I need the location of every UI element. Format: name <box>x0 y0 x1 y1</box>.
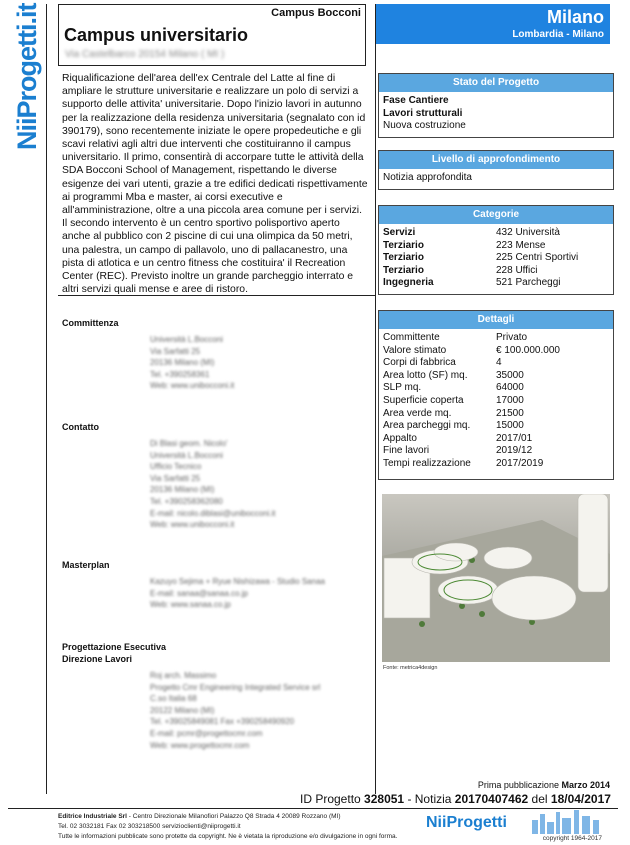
footer-logo-text: NiiProgetti <box>426 814 507 831</box>
categoria-key: Ingegneria <box>383 277 434 289</box>
contact-line: Progetto Cmr Engineering Integrated Service srl <box>150 682 321 692</box>
dettaglio-key: Fine lavori <box>383 445 430 457</box>
contact-line: 20136 Milano (MI) <box>150 358 215 368</box>
page-title: Campus universitario <box>64 25 249 45</box>
categoria-key: Terziario <box>383 264 424 276</box>
categoria-value: 225 Centri Sportivi <box>496 252 579 264</box>
pub-date: Marzo 2014 <box>561 780 610 790</box>
dettaglio-value: Privato <box>496 332 528 343</box>
notizia-label: - Notizia <box>407 792 455 806</box>
categoria-row <box>383 265 609 278</box>
footer-divider <box>8 808 618 809</box>
contact-line: Tel. +390258362080 <box>150 496 223 506</box>
categoria-value: 228 Uffici <box>496 264 538 276</box>
dettaglio-value: 35000 <box>496 369 524 381</box>
contact-line: Web: www.unibocconi.it <box>150 520 235 530</box>
contact-line: Di Blasi geom. Nicolo' <box>150 439 228 448</box>
footer-info <box>58 812 397 843</box>
location-banner <box>376 4 610 44</box>
dettaglio-key: Committente <box>383 332 440 343</box>
panel-livello-title: Livello di approfondimento <box>379 151 613 169</box>
dettaglio-key: Area parcheggi mq. <box>383 420 471 432</box>
categoria-row <box>383 227 609 240</box>
dettaglio-row <box>383 420 609 433</box>
project-id-line <box>300 792 611 806</box>
contact-line: 20136 Milano (MI) <box>150 485 215 495</box>
project-id: 328051 <box>364 792 405 806</box>
dettaglio-row <box>383 345 609 358</box>
dettaglio-value: 2017/2019 <box>496 457 544 469</box>
panel-categorie <box>378 205 614 295</box>
contact-line: E-mail: pcmr@progettocmr.com <box>150 728 263 738</box>
copyright-notice: Tutte le informazioni pubblicate sono protette da copyright. Ne è vietata la riproduzione e/o divulgazione in ogni forma. <box>58 833 398 841</box>
city-name: Milano <box>547 7 604 27</box>
dettaglio-row <box>383 433 609 446</box>
categoria-value: 432 Università <box>496 227 560 238</box>
dettaglio-value: 2017/01 <box>496 432 533 444</box>
sidebar-divider <box>46 4 47 794</box>
categoria-value: 223 Mense <box>496 239 546 251</box>
dettaglio-key: Tempi realizzazione <box>383 457 471 469</box>
contatto-block <box>150 438 276 531</box>
dettaglio-value: 21500 <box>496 407 524 419</box>
dettaglio-row <box>383 445 609 458</box>
dettaglio-row <box>383 357 609 370</box>
dettaglio-row <box>383 395 609 408</box>
dettaglio-value: 2019/12 <box>496 445 533 457</box>
categoria-row <box>383 252 609 265</box>
contact-line: Via Sarfatti 25 <box>150 346 201 356</box>
dettaglio-row <box>383 370 609 383</box>
livello-value: Notizia approfondita <box>383 172 472 183</box>
panel-stato-title: Stato del Progetto <box>379 74 613 92</box>
first-publication <box>478 780 610 790</box>
column-divider <box>375 4 376 794</box>
contact-line: E-mail: nicolo.diblasi@unibocconi.it <box>150 508 276 518</box>
masterplan-label: Masterplan <box>62 560 110 570</box>
categoria-key: Terziario <box>383 252 424 264</box>
contact-line: E-mail: sanaa@sanaa.co.jp <box>150 588 248 598</box>
project-address: Via Castelbarco 20154 Milano ( MI ) <box>65 49 225 60</box>
notizia-id: 20170407462 <box>454 792 529 806</box>
contact-line: Università L.Bocconi <box>150 335 223 344</box>
project-header <box>58 4 366 66</box>
direzione-label: Direzione Lavori <box>62 654 133 664</box>
stato-lavori: Lavori strutturali <box>383 107 463 119</box>
categoria-key: Servizi <box>383 227 416 238</box>
contact-line: Ufficio Tecnico <box>150 462 202 472</box>
progettazione-label: Progettazione Esecutiva <box>62 642 167 652</box>
contact-line: Kazuyo Sejima + Ryue Nishizawa - Studio Sanaa <box>150 577 325 586</box>
contact-line: Via Sarfatti 25 <box>150 473 201 483</box>
stato-tipo: Nuova costruzione <box>383 120 466 132</box>
dettaglio-key: Superficie coperta <box>383 394 464 406</box>
stato-fase: Fase Cantiere <box>383 95 449 106</box>
id-label: ID Progetto <box>300 792 361 806</box>
dettaglio-value: € 100.000.000 <box>496 344 560 356</box>
contact-line: Web: www.sanaa.co.jp <box>150 600 231 610</box>
contact-line: Università L.Bocconi <box>150 450 223 460</box>
progettazione-block <box>150 670 320 751</box>
publisher-address: - Centro Direzionale Milanofiori Palazzo Q8 Strada 4 20089 Rozzano (MI) <box>127 813 341 820</box>
region-name: Lombardia - Milano <box>512 29 604 40</box>
dettaglio-value: 4 <box>496 357 502 369</box>
copyright-years: copyright 1964-2017 <box>542 835 602 842</box>
masterplan-block <box>150 576 325 611</box>
publisher-name: Editrice Industriale Srl <box>58 813 127 820</box>
dettaglio-key: Corpi di fabbrica <box>383 357 456 369</box>
dettaglio-value: 17000 <box>496 394 524 406</box>
contact-line: 20122 Milano (MI) <box>150 705 215 715</box>
dettaglio-row <box>383 382 609 395</box>
contact-line: Web: www.progettocmr.com <box>150 740 250 750</box>
photo-caption: Fonte: metrica4design <box>383 665 438 671</box>
contact-line: Tel. +39025849081 Fax +390258490920 <box>150 717 295 727</box>
publisher-contacts: Tel. 02 3032181 Fax 02 303218500 servizioclienti@niiprogetti.it <box>58 823 241 831</box>
sidebar-brand-logo <box>10 3 44 158</box>
categoria-row <box>383 277 609 290</box>
panel-livello <box>378 150 614 190</box>
panel-stato <box>378 73 614 138</box>
project-tag: Campus Bocconi <box>271 7 361 19</box>
footer-logo <box>426 810 616 842</box>
dettaglio-row <box>383 332 609 345</box>
skyline-icon <box>530 810 606 834</box>
categoria-row <box>383 240 609 253</box>
dettaglio-key: Valore stimato <box>383 344 447 356</box>
del-label: del <box>528 792 551 806</box>
dettaglio-key: Area verde mq. <box>383 407 452 419</box>
contact-line: C.so Italia 68 <box>150 694 197 704</box>
brand-vertical-text: NiiProgetti.it <box>12 3 42 150</box>
panel-categorie-title: Categorie <box>379 206 613 224</box>
categoria-key: Terziario <box>383 239 424 251</box>
dettaglio-row <box>383 458 609 471</box>
dettaglio-value: 64000 <box>496 382 524 394</box>
dettaglio-key: SLP mq. <box>383 382 422 394</box>
dettaglio-value: 15000 <box>496 420 524 432</box>
panel-dettagli <box>378 310 614 480</box>
panel-dettagli-title: Dettagli <box>379 311 613 329</box>
notizia-date: 18/04/2017 <box>550 792 611 806</box>
committenza-label: Committenza <box>62 318 119 328</box>
categoria-value: 521 Parcheggi <box>496 277 561 289</box>
contact-line: Tel. +390258361 <box>150 369 210 379</box>
project-render-image <box>382 494 610 662</box>
project-description: Riqualificazione dell'area dell'ex Centrale del Latte al fine di ampliare le strutture universitarie e realizzare un polo di servizi a supporto delle attivita' universitarie. Dopo l'inizio lavori in autunno per la realizzazione della residenza universitaria (segnalato con id 390179), sono recentemente iniziate le opere propedeutiche e gli scavi relativi agli altri due interventi che costituiranno il campus universitario. Il primo, consentirà di accorpare tutte le attività della SDA Bocconi School of Management, rispettando le diverse esigenze dei vari utenti, grazie a tre edifici dedicati rispettivamente ai programmi Mba e master, ai corsi executive e all'amministrazione, oltre a una piccola area comune per i servizi. Il secondo intervento è un centro sportivo polisportivo aperto anche al pubblico con 2 piscine di cui una olimpica da 50 metri, una palestra, un campo di pallavolo, uno di pallacanestro, una pista di atlotica e un centro fitness che costituira' il Recreation Center (REC). Previsto inoltre un grande parcheggio interrato e altri servizi quali mense e aree di ristoro. <box>62 73 368 296</box>
dettaglio-key: Area lotto (SF) mq. <box>383 369 468 381</box>
dettaglio-key: Appalto <box>383 432 417 444</box>
dettaglio-row <box>383 408 609 421</box>
contatto-label: Contatto <box>62 422 99 432</box>
pub-label: Prima pubblicazione <box>477 780 559 790</box>
committenza-block <box>150 334 234 392</box>
contact-line: Roj arch. Massimo <box>150 671 217 680</box>
contact-line: Web: www.unibocconi.it <box>150 381 235 391</box>
